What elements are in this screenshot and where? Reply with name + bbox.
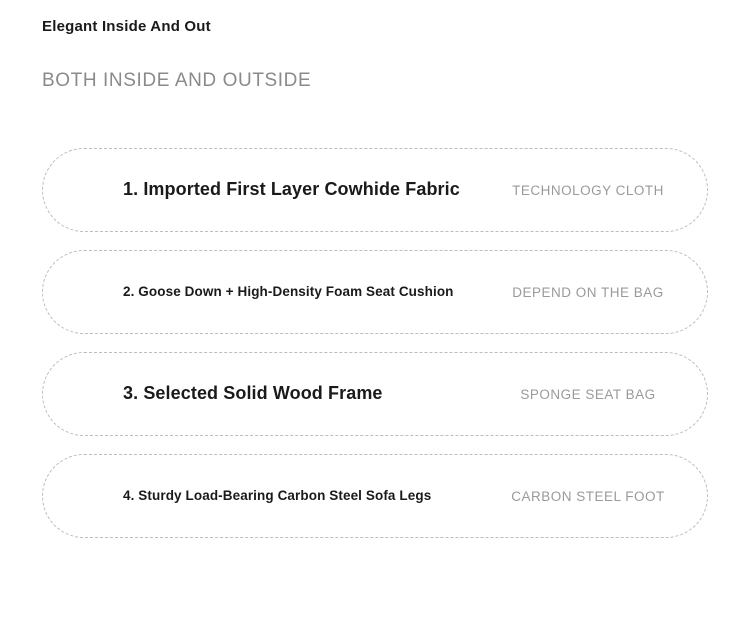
feature-title-2: 2. Goose Down + High-Density Foam Seat Cushion [123, 284, 454, 300]
feature-row-4 [42, 454, 708, 538]
feature-title-4: 4. Sturdy Load-Bearing Carbon Steel Sofa Legs [123, 488, 432, 504]
feature-title-1: 1. Imported First Layer Cowhide Fabric [123, 179, 460, 200]
feature-row-1 [42, 148, 708, 232]
feature-title-3: 3. Selected Solid Wood Frame [123, 383, 383, 404]
feature-tag-4: CARBON STEEL FOOT [511, 488, 665, 504]
page-title: Elegant Inside And Out [42, 18, 211, 35]
feature-tag-1: TECHNOLOGY CLOTH [512, 182, 664, 198]
feature-tag-2: DEPEND ON THE BAG [512, 284, 664, 300]
feature-tag-3: SPONGE SEAT BAG [520, 386, 656, 402]
page-subtitle: BOTH INSIDE AND OUTSIDE [42, 70, 312, 91]
feature-rows [42, 148, 708, 556]
feature-row-3 [42, 352, 708, 436]
feature-row-2 [42, 250, 708, 334]
